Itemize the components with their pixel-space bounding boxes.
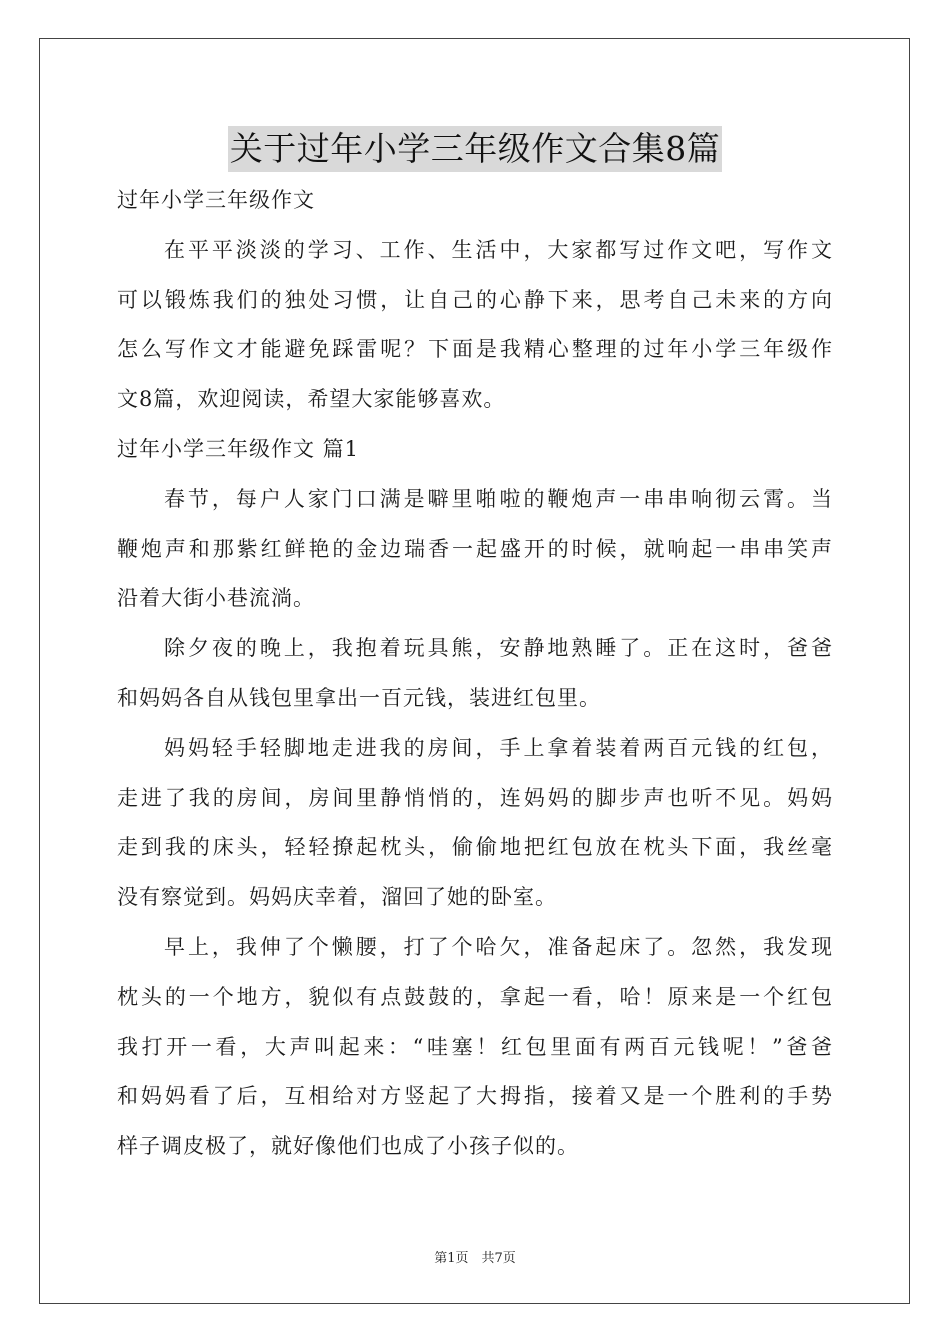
text-line: 早上，我伸了个懒腰，打了个哈欠，准备起床了。忽然，我发现 <box>164 934 833 959</box>
text-line: 怎么写作文才能避免踩雷呢？下面是我精心整理的过年小学三年级作 <box>117 337 833 362</box>
title-container <box>0 126 950 172</box>
text-line: 走进了我的房间，房间里静悄悄的，连妈妈的脚步声也听不见。妈妈 <box>117 785 833 810</box>
text-line: 沿着大街小巷流淌。 <box>117 586 315 611</box>
text-line: 我打开一看，大声叫起来：“哇塞！红包里面有两百元钱呢！”爸爸 <box>117 1034 833 1059</box>
text-line: 和妈妈各自从钱包里拿出一百元钱，装进红包里。 <box>117 685 601 710</box>
text-line: 除夕夜的晚上，我抱着玩具熊，安静地熟睡了。正在这时，爸爸 <box>164 636 833 661</box>
text-line: 样子调皮极了，就好像他们也成了小孩子似的。 <box>117 1134 579 1159</box>
text-line: 可以锻炼我们的独处习惯，让自己的心静下来，思考自己未来的方向 <box>117 287 833 312</box>
text-line: 和妈妈看了后，互相给对方竖起了大拇指，接着又是一个胜利的手势 <box>117 1084 833 1109</box>
document-body <box>117 176 833 1172</box>
text-line: 枕头的一个地方，貌似有点鼓鼓的，拿起一看，哈！原来是一个红包 <box>117 984 833 1009</box>
text-line: 鞭炮声和那紫红鲜艳的金边瑞香一起盛开的时候，就响起一串串笑声 <box>117 536 833 561</box>
text-line: 妈妈轻手轻脚地走进我的房间，手上拿着装着两百元钱的红包， <box>164 735 833 760</box>
text-line: 文8篇，欢迎阅读，希望大家能够喜欢。 <box>117 387 506 412</box>
text-line: 走到我的床头，轻轻撩起枕头，偷偷地把红包放在枕头下面，我丝毫 <box>117 835 833 860</box>
text-line: 春节，每户人家门口满是噼里啪啦的鞭炮声一串串响彻云霄。当 <box>164 486 833 511</box>
text-line: 没有察觉到。妈妈庆幸着，溜回了她的卧室。 <box>117 885 557 910</box>
document-title: 关于过年小学三年级作文合集8篇 <box>228 126 723 172</box>
text-line: 过年小学三年级作文 <box>117 188 315 212</box>
text-line: 在平平淡淡的学习、工作、生活中，大家都写过作文吧，写作文 <box>164 237 833 262</box>
text-line: 过年小学三年级作文 篇1 <box>117 436 360 461</box>
page-footer: 第1页 共7页 <box>434 1251 516 1266</box>
